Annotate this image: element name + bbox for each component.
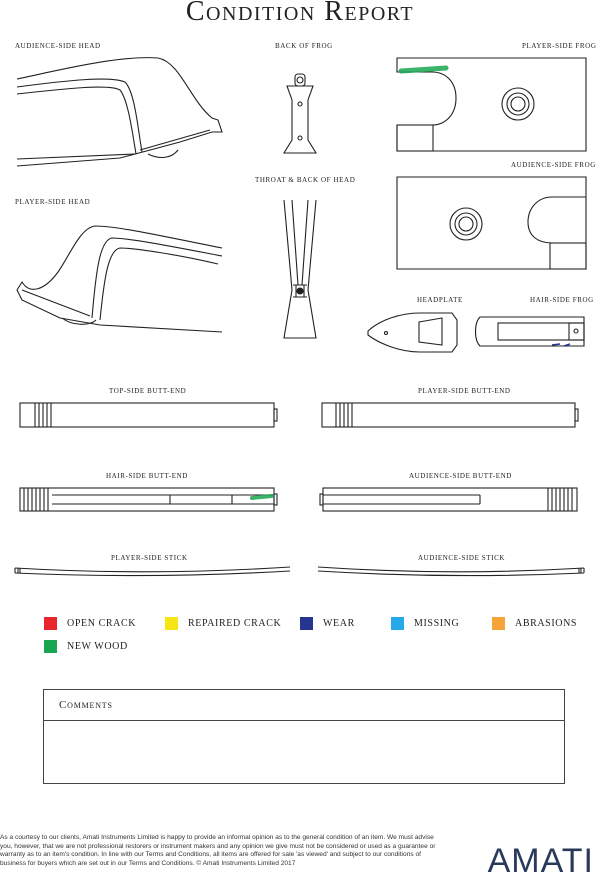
label-hair-side-frog: HAIR-SIDE FROG — [530, 296, 594, 304]
legend-item-abrasions — [492, 617, 577, 630]
label-audience-side-stick: AUDIENCE-SIDE STICK — [418, 554, 506, 562]
player-side-butt-end-drawing — [322, 403, 578, 427]
legend-swatch — [391, 617, 404, 630]
hair-side-butt-end-drawing — [20, 488, 277, 511]
player-side-stick-drawing — [15, 567, 290, 576]
audience-side-butt-end-drawing — [320, 488, 577, 511]
headplate-drawing — [368, 313, 457, 352]
label-player-side-stick: PLAYER-SIDE STICK — [111, 554, 188, 562]
throat-back-of-head-drawing — [284, 200, 316, 338]
legend-item-repaired-crack — [165, 617, 281, 630]
label-audience-side-head: AUDIENCE-SIDE HEAD — [15, 42, 101, 50]
label-player-side-butt-end: PLAYER-SIDE BUTT-END — [418, 387, 511, 395]
legend-label: ABRASIONS — [515, 618, 578, 629]
page-title: Condition Report — [185, 0, 415, 27]
legend-label: MISSING — [414, 618, 460, 629]
label-back-of-frog: BACK OF FROG — [275, 42, 333, 50]
label-player-side-head: PLAYER-SIDE HEAD — [15, 198, 91, 206]
comments-box[interactable] — [43, 689, 565, 784]
legend-item-missing — [391, 617, 459, 630]
legend-label: REPAIRED CRACK — [188, 618, 282, 629]
legend-swatch — [44, 617, 57, 630]
legend-label: WEAR — [323, 618, 355, 629]
label-headplate: HEADPLATE — [417, 296, 463, 304]
legend-swatch — [300, 617, 313, 630]
label-hair-side-butt-end: HAIR-SIDE BUTT-END — [106, 472, 188, 480]
label-throat-back-of-head: THROAT & BACK OF HEAD — [255, 176, 356, 184]
label-audience-side-frog: AUDIENCE-SIDE FROG — [511, 161, 596, 169]
legend-swatch — [44, 640, 57, 653]
top-side-butt-end-drawing — [20, 403, 277, 427]
audience-side-stick-drawing — [318, 567, 584, 576]
label-top-side-butt-end: TOP-SIDE BUTT-END — [109, 387, 187, 395]
hair-side-frog-drawing — [476, 317, 585, 346]
legend-item-new-wood — [44, 640, 128, 653]
legend-label: NEW WOOD — [67, 641, 128, 652]
label-audience-side-butt-end: AUDIENCE-SIDE BUTT-END — [409, 472, 512, 480]
legend-item-wear — [300, 617, 355, 630]
legend-item-open-crack — [44, 617, 136, 630]
disclaimer-text: As a courtesy to our clients, Amati Instruments Limited is happy to provide an informal opinion as to the general condition of an item. We must advise you, however, that we are not professional restorers or instrument makers and any opinion we give must not be considered or used as a guarantee or warranty as to an item's condition. In line with our Terms and Conditions, all items are offered for sale 'as viewed' and subject to our conditions of business for buyers which are set out in our Terms and Conditions. © Amati Instruments Limited 2017 — [0, 834, 436, 867]
audience-side-frog-drawing — [397, 177, 586, 269]
legend-label: OPEN CRACK — [67, 618, 137, 629]
player-side-frog-drawing — [397, 58, 586, 151]
label-player-side-frog: PLAYER-SIDE FROG — [522, 42, 597, 50]
amati-logo: AMATI — [487, 842, 594, 880]
audience-side-head-drawing — [17, 58, 222, 166]
legend-swatch — [165, 617, 178, 630]
comments-field[interactable] — [44, 721, 564, 783]
player-side-head-drawing — [17, 226, 222, 332]
legend-swatch — [492, 617, 505, 630]
comments-heading: Comments — [44, 690, 564, 721]
back-of-frog-drawing — [284, 74, 316, 153]
